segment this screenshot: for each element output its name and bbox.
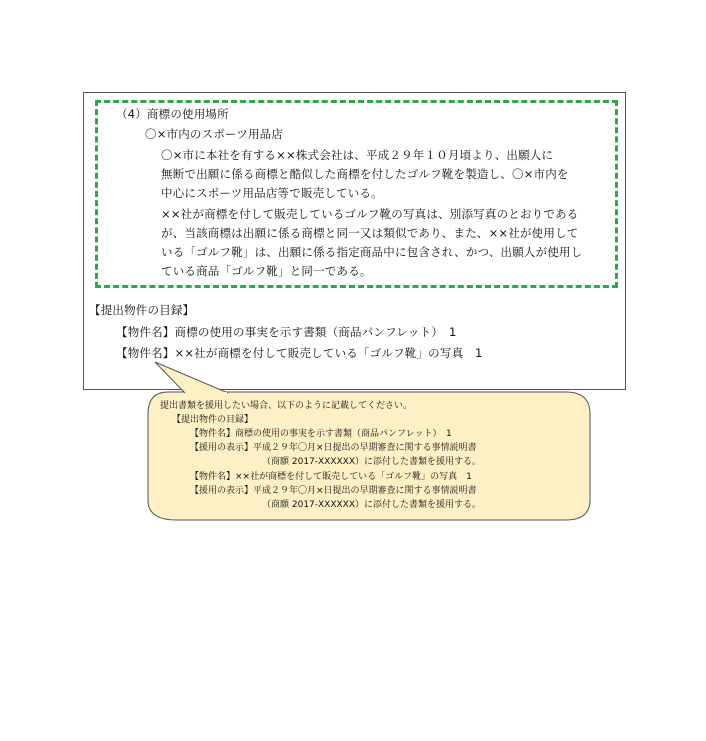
callout-line: （商願 2017-XXXXXX）に添付した書類を援用する。 [262, 457, 482, 467]
list-item: 【物件名】××社が商標を付して販売している「ゴルフ靴」の写真 1 [116, 346, 483, 360]
callout-line: 【物件名】商標の使用の事実を示す書類（商品パンフレット） 1 [190, 429, 452, 439]
paragraph-2-line-2: が、当該商標は出願に係る商標と同一又は類似であり、また、××社が使用して [161, 226, 579, 240]
callout-line: 【物件名】××社が商標を付して販売している「ゴルフ靴」の写真 1 [190, 472, 472, 482]
section-heading: （4）商標の使用場所 [116, 107, 229, 121]
paragraph-1-line-3: 中心にスポーツ用品店等で販売している。 [161, 186, 383, 200]
callout-line: 【援用の表示】平成２９年〇月×日提出の早期審査に関する事情説明書 [190, 443, 477, 453]
callout-intro: 提出書類を援用したい場合、以下のように記載してください。 [160, 401, 413, 411]
list-title: 【提出物件の目録】 [89, 303, 195, 317]
paragraph-2-line-4: ている商品「ゴルフ靴」と同一である。 [161, 264, 372, 278]
list-item: 【物件名】商標の使用の事実を示す書類（商品パンフレット） 1 [116, 325, 457, 339]
callout-line: 【援用の表示】平成２９年〇月×日提出の早期審査に関する事情説明書 [190, 486, 477, 496]
callout-pointer [155, 362, 228, 393]
callout-line: （商願 2017-XXXXXX）に添付した書類を援用する。 [262, 500, 482, 510]
paragraph-2-line-3: いる「ゴルフ靴」は、出願に係る指定商品中に包含され、かつ、出願人が使用し [161, 245, 583, 259]
paragraph-1-line-2: 無断で出願に係る商標と酷似した商標を付したゴルフ靴を製造し、〇×市内を [161, 167, 569, 181]
paragraph-1-line-1: 〇×市に本社を有する××株式会社は、平成２９年１０月頃より、出願人に [161, 148, 554, 162]
paragraph-2-line-1: ××社が商標を付して販売しているゴルフ靴の写真は、別添写真のとおりである [161, 207, 579, 221]
usage-place: 〇×市内のスポーツ用品店 [145, 127, 284, 141]
callout-list-title: 【提出物件の目録】 [172, 415, 254, 425]
